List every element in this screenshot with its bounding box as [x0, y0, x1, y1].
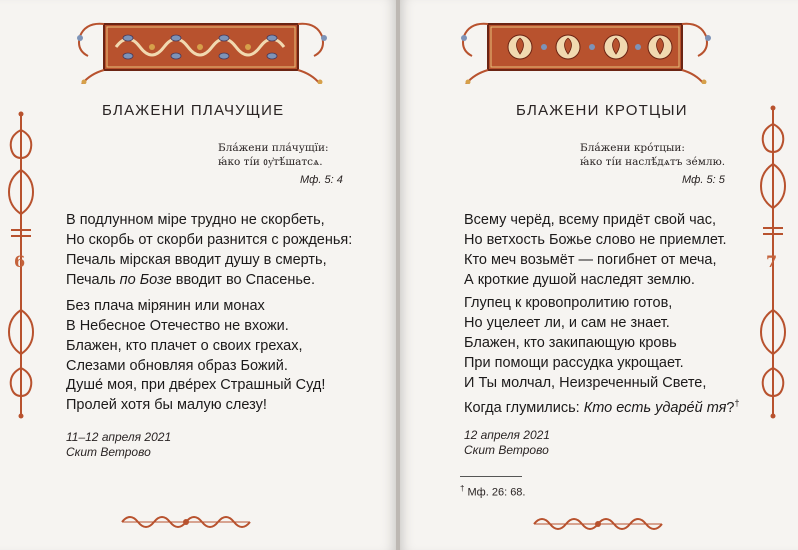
verse-line: Блажен, кто плачет о своих грехах, [66, 338, 303, 354]
verse-line: В подлунном міре трудно не скорбеть, [66, 212, 325, 228]
page-number: 6 [14, 252, 26, 271]
verse-line: Пролей хотя бы малую слезу! [66, 397, 267, 413]
headpiece-ornament-left [66, 14, 338, 84]
verse-line: Кто меч возьмёт — погибнет от меча, [464, 252, 717, 268]
verse-line: И Ты молчал, Неизреченный Свете, [464, 375, 707, 391]
page-number: 7 [766, 252, 778, 271]
verse-line: Всему черёд, всему придёт свой час, [464, 212, 717, 228]
verse-line: Но скорбь от скорби разнится с рожденья: [66, 232, 353, 248]
date: 11–12 апреля 2021 [66, 430, 172, 444]
date: 12 апреля 2021 [464, 428, 550, 442]
stanza [464, 293, 684, 373]
verse-line: Душе́ моя, при две́рех Страшный Суд! [66, 377, 326, 393]
page-title: БЛАЖЕНИ КРОТЦЫИ [516, 102, 688, 119]
slavonic-line: ꙗ́ко ті́и наслѣ́дѧтъ зе́млю. [580, 156, 726, 168]
stanza [464, 373, 739, 418]
footnote-text: Мф. 26: 68. [467, 486, 526, 499]
place: Скит Ветрово [66, 445, 151, 459]
verse-line: Глупец к кровопролитию готов, [464, 295, 673, 311]
footnote-rule [460, 476, 522, 477]
slavonic-line: ꙗ́ко ті́и ᲂу҆тѣ́шатсѧ. [218, 156, 323, 168]
stanza [66, 296, 303, 376]
verse-line: Печаль по Бозе вводит во Спасенье. [66, 272, 315, 288]
footnote-marker[interactable]: † [734, 398, 740, 408]
scripture-reference: Мф. 5: 4 [300, 174, 343, 186]
verse-line: Когда глумились: Кто есть ударе́й тя?† [464, 398, 740, 416]
verse-line: Но ветхость Божье слово не приемлет. [464, 232, 727, 248]
stanza [464, 210, 727, 290]
page-title: БЛАЖЕНИ ПЛАЧУЩИЕ [102, 102, 285, 119]
verse-line: При помощи рассудка укрощает. [464, 355, 684, 371]
slavonic-epigraph [218, 141, 329, 169]
date-place [464, 428, 550, 458]
stanza [66, 210, 352, 290]
verse-line: Печаль мірская вводит душу в смерть, [66, 252, 327, 268]
right-page [400, 0, 798, 550]
italic-phrase: по Бозе [119, 272, 172, 288]
verse-line: Но уцелеет ли, и сам не знает. [464, 315, 670, 331]
verse-line: Слезами обновляя образ Божий. [66, 358, 288, 374]
slavonic-line: Бла́жени пла́чущїи: [218, 142, 329, 154]
footnote-mark: † [460, 484, 465, 493]
slavonic-epigraph [580, 141, 725, 169]
italic-phrase: Кто есть ударе́й тя [583, 399, 727, 416]
stanza [66, 375, 325, 415]
verse-line: Блажен, кто закипающую кровь [464, 335, 677, 351]
scripture-reference: Мф. 5: 5 [682, 174, 725, 186]
headpiece-ornament-right [450, 14, 722, 84]
slavonic-line: Бла́жени кро́тцыи: [580, 142, 685, 154]
date-place [66, 430, 171, 460]
tailpiece-ornament-left [118, 510, 254, 534]
verse-line: Без плача мірянин или монах [66, 298, 265, 314]
footnote [460, 484, 525, 499]
verse-line: В Небесное Отечество не вхожи. [66, 318, 289, 334]
tailpiece-ornament-right [530, 512, 666, 536]
verse-line: А кроткие душой наследят землю. [464, 272, 695, 288]
place: Скит Ветрово [464, 443, 549, 457]
left-page [0, 0, 396, 550]
